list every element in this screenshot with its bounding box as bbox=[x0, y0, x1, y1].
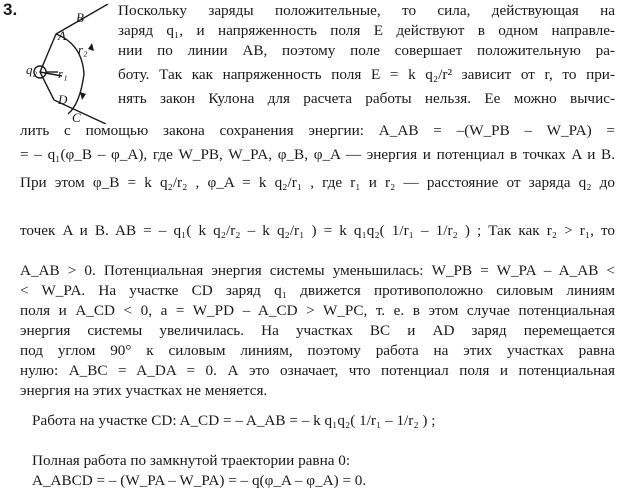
text-line: энергия системы увеличилась. На участках BC и AD заряд перемещается bbox=[20, 322, 615, 339]
text-line: При этом φ_B = k q₂/r₂ , φ_A = k q₂/r₁ , где r₁ и r₂ — расстояние от заряда q₂ до bbox=[20, 174, 615, 191]
text-line: < W_PA. На участке CD заряд q₁ движется противоположно силовым линиям bbox=[20, 282, 615, 299]
label-r1: r₁ bbox=[58, 66, 68, 81]
text-line: энергия на этих участках не меняется. bbox=[20, 382, 268, 399]
label-q2: q₂ bbox=[26, 62, 38, 77]
text-line: Поскольку заряды положительные, то сила, действующая на bbox=[118, 2, 615, 19]
label-c: C bbox=[72, 110, 81, 125]
text-line: точек A и B. AB = – q₁( k q₂/r₂ – k q₂/r₁ ) = k q₁q₂( 1/r₁ – 1/r₂ ) ; Так как r₂ > r₁, то bbox=[20, 222, 615, 239]
label-d: D bbox=[58, 92, 68, 107]
text-line: боту. Так как напряженность поля E = k q₂/r² зависит от r, то при- bbox=[118, 66, 615, 83]
text-line: нулю: A_BC = A_DA = 0. А это означает, что потенциал поля и потенциальная bbox=[20, 362, 615, 379]
text-line: = – q₁(φ_B – φ_A), где W_PB, W_PA, φ_B, φ_A — энергия и потенциал в точках A и B. bbox=[20, 146, 615, 163]
text-line: Полная работа по замкнутой траектории равна 0: bbox=[32, 452, 351, 469]
label-b: B bbox=[76, 10, 84, 25]
label-r2: r₂ bbox=[78, 42, 88, 57]
label-a: A bbox=[58, 28, 66, 43]
text-line: поля и A_CD < 0, a = W_PD – A_CD > W_PC, т. е. в этом случае потенциальная bbox=[20, 302, 615, 319]
text-line: A_AB > 0. Потенциальная энергия системы уменьшилась: W_PB = W_PA – A_AB < bbox=[20, 262, 615, 279]
problem-number: 3. bbox=[3, 0, 18, 19]
text-line: A_ABCD = – (W_PA – W_PA) = – q(φ_A – φ_A) = 0. bbox=[32, 472, 367, 489]
text-line: лить с помощью закона сохранения энергии: A_AB = –(W_PB – W_PA) = bbox=[20, 122, 615, 139]
text-line: нии по линии AB, поэтому поле совершает положительную ра- bbox=[118, 42, 615, 59]
text-line: под углом 90° к силовым линиям, поэтому работа на этих участках равна bbox=[20, 342, 615, 359]
text-line: Работа на участке CD: A_CD = – A_AB = – k q₁q₂( 1/r₁ – 1/r₂ ) ; bbox=[32, 412, 436, 429]
text-line: нять закон Кулона для расчета работы нельзя. Ее можно вычис- bbox=[118, 90, 615, 107]
text-line: заряд q₁, и напряженность поля E действуют в одном направле- bbox=[118, 22, 615, 39]
